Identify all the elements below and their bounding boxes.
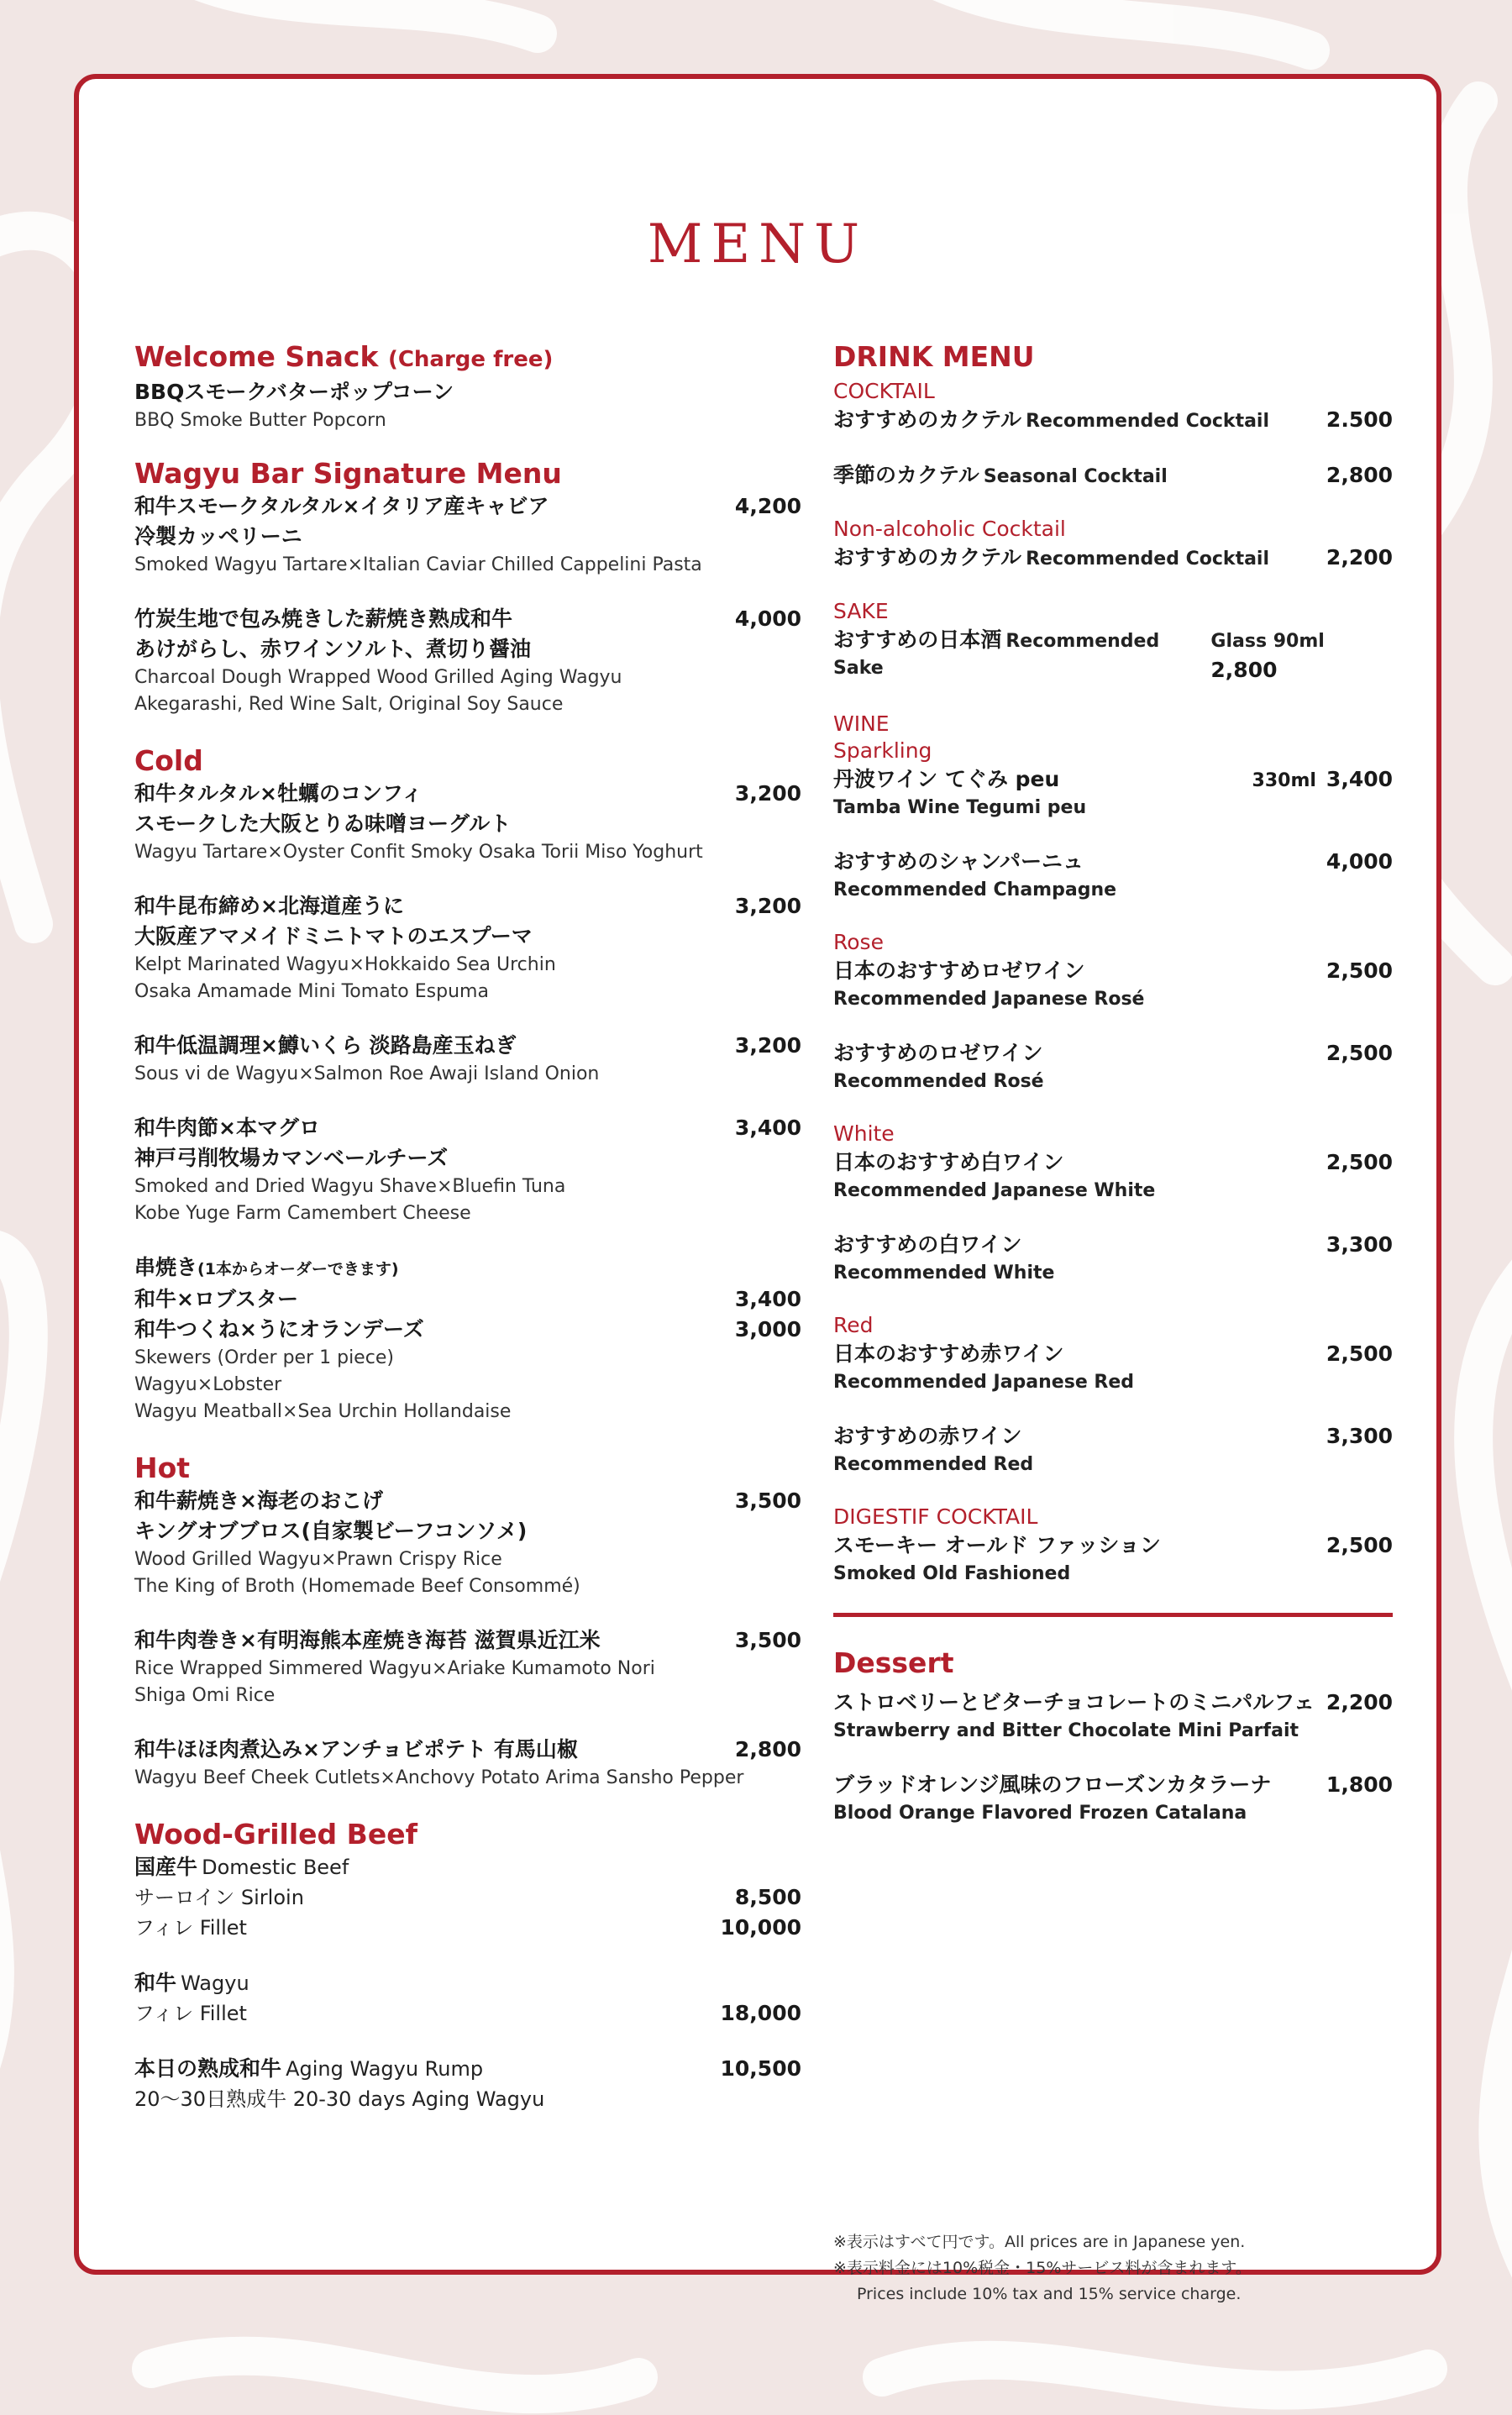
welcome-heading: Welcome Snack (Charge free) bbox=[134, 340, 554, 373]
drink-heading: DRINK MENU bbox=[833, 340, 1035, 373]
menu-item: おすすめのカクテル Recommended Cocktail 2.500 bbox=[833, 405, 1393, 435]
price: 2,500 bbox=[1326, 1041, 1393, 1065]
drink-column bbox=[833, 339, 1393, 1852]
signature-heading: Wagyu Bar Signature Menu bbox=[134, 457, 562, 490]
menu-item: 季節のカクテル Seasonal Cocktail 2,800 bbox=[833, 460, 1393, 491]
menu-item: 和牛肉巻き×有明海熊本産焼き海苔 滋賀県近江米 3,500 Rice Wrapped Simmered Wagyu×Ariake Kumamoto Nori Shiga Omi Rice bbox=[134, 1625, 801, 1709]
cold-section bbox=[134, 743, 801, 1425]
menu-frame bbox=[74, 74, 1441, 2303]
price: 2,800 bbox=[1210, 658, 1278, 682]
menu-item: 和牛タルタル×牡蠣のコンフィ 3,200 スモークした大阪とりゐ味噌ヨーグルト Wagyu Tartare×Oyster Confit Smoky Osaka Torii Miso Yoghurt bbox=[134, 779, 801, 866]
skewers-item: 串焼き(1本からオーダーできます) 和牛×ロブスター 3,400 和牛つくね×うにオランデーズ 3,000 Skewers (Order per 1 piece) Wagyu×Lobster Wagyu Meatball×Sea Urchin Hollandaise bbox=[134, 1255, 801, 1422]
page-title: MENU bbox=[647, 213, 869, 276]
menu-item: 和牛ほほ肉煮込み×アンチョビポテト 有馬山椒 2,800 Wagyu Beef Cheek Cutlets×Anchovy Potato Arima Sansho Pepper bbox=[134, 1735, 801, 1792]
price: 2,200 bbox=[1326, 1690, 1393, 1714]
cold-heading: Cold bbox=[134, 744, 203, 777]
price: 18,000 bbox=[720, 2001, 801, 2025]
price: 4,000 bbox=[734, 606, 801, 631]
price: 3,300 bbox=[1326, 1232, 1393, 1257]
menu-item: 和牛昆布締め×北海道産うに 3,200 大阪産アマメイドミニトマトのエスプーマ Kelpt Marinated Wagyu×Hokkaido Sea Urchin Osaka Amamade Mini Tomato Espuma bbox=[134, 891, 801, 1005]
price: 3,300 bbox=[1326, 1424, 1393, 1448]
price: 10,000 bbox=[720, 1915, 801, 1940]
price: 4,000 bbox=[1326, 849, 1393, 874]
price: 2,800 bbox=[1326, 463, 1393, 487]
price: 8,500 bbox=[734, 1885, 801, 1909]
menu-item: 和牛肉節×本マグロ 3,400 神戸弓削牧場カマンベールチーズ Smoked and Dried Wagyu Shave×Bluefin Tuna Kobe Yuge Farm Camembert Cheese bbox=[134, 1113, 801, 1227]
price: 3,400 bbox=[734, 1287, 801, 1311]
aging-wagyu-item: 本日の熟成和牛 Aging Wagyu Rump 10,500 20～30日熟成牛 20-30 days Aging Wagyu bbox=[134, 2054, 801, 2114]
price: 2,500 bbox=[1326, 1341, 1393, 1366]
price: 10,500 bbox=[720, 2056, 801, 2081]
menu-item: 和牛低温調理×鱒いくら 淡路島産玉ねぎ 3,200 Sous vi de Wagyu×Salmon Roe Awaji Island Onion bbox=[134, 1031, 801, 1088]
hot-heading: Hot bbox=[134, 1452, 191, 1484]
price: 3,400 bbox=[1326, 767, 1393, 791]
wagyu-item: 和牛 Wagyu フィレ Fillet 18,000 bbox=[134, 1968, 801, 2029]
sake-section: SAKE おすすめの日本酒 Recommended Sake Glass 90ml 2,800 bbox=[833, 599, 1325, 682]
welcome-en: BBQ Smoke Butter Popcorn bbox=[134, 410, 386, 431]
menu-item: 竹炭生地で包み焼きした薪焼き熟成和牛 4,000 あけがらし、赤ワインソルト、煮切り醤油 Charcoal Dough Wrapped Wood Grilled Aging Wagyu Akegarashi, Red Wine Salt, Original Soy Sauce bbox=[134, 604, 801, 718]
price: 2,200 bbox=[1326, 545, 1393, 570]
price: 3,500 bbox=[734, 1488, 801, 1513]
grilled-section bbox=[134, 1817, 801, 2114]
menu-item: 和牛スモークタルタル×イタリア産キャビア 4,200 冷製カッペリーニ Smoked Wagyu Tartare×Italian Caviar Chilled Cappelini Pasta bbox=[134, 491, 801, 579]
price: 2,500 bbox=[1326, 1150, 1393, 1174]
price: 3,500 bbox=[734, 1628, 801, 1652]
wine-section: WINE Sparkling 丹波ワイン てぐみ peu 330ml 3,400 Tamba Wine Tegumi peu おすすめのシャンパーニュ 4,000 Recommended Champagne Rose 日本のおすすめロゼワイン 2,500 Recommended Japanese Rosé おすすめのロゼワイン 2,500 Recommended Rosé White 日本のおすすめ白ワイン 2,500 Recommended Japanese White おすすめの白ワイン 3,300 Recommended White Red 日本のおすすめ赤ワイン 2,500 Recommended Japanese Red おすすめの赤ワイン 3,300 Recommended Red bbox=[833, 711, 1393, 1475]
price: 2,500 bbox=[1326, 958, 1393, 983]
price: 3,200 bbox=[734, 781, 801, 806]
price: 3,000 bbox=[734, 1317, 801, 1341]
price: 3,400 bbox=[734, 1116, 801, 1140]
price: 2,500 bbox=[1326, 1533, 1393, 1557]
section-divider bbox=[833, 1613, 1393, 1617]
price-notes: ※表示はすべて円です。All prices are in Japanese yen. ※表示料金には10%税金・15%サービス料が含まれます。 Prices include 10% tax and 15% service charge. bbox=[833, 2233, 1252, 2303]
welcome-jp: BBQスモークバターポップコーン bbox=[134, 380, 454, 404]
hot-section bbox=[134, 1451, 801, 1792]
digestif-section: DIGESTIF COCKTAIL スモーキー オールド ファッション 2,500 Smoked Old Fashioned bbox=[833, 1504, 1393, 1584]
dessert-heading: Dessert bbox=[833, 1646, 954, 1679]
domestic-beef-item: 国産牛 Domestic Beef サーロイン Sirloin 8,500 フィレ Fillet 10,000 bbox=[134, 1852, 801, 1943]
price: 2,800 bbox=[734, 1737, 801, 1761]
price: 2.500 bbox=[1326, 407, 1393, 432]
grilled-heading: Wood-Grilled Beef bbox=[134, 1818, 417, 1851]
welcome-section bbox=[134, 339, 801, 434]
price: 3,200 bbox=[734, 1033, 801, 1058]
food-column bbox=[134, 339, 801, 2139]
price: 3,200 bbox=[734, 894, 801, 918]
nonalcoholic-section: Non-alcoholic Cocktail おすすめのカクテル Recommended Cocktail 2,200 bbox=[833, 516, 1393, 573]
dessert-section: Dessert ストロベリーとビターチョコレートのミニパルフェ 2,200 Strawberry and Bitter Chocolate Mini Parfait ブラッドオレンジ風味のフローズンカタラーナ 1,800 Blood Orange Flavored Frozen Catalana bbox=[833, 1646, 1393, 1824]
menu-item: 和牛薪焼き×海老のおこげ 3,500 キングオブブロス(自家製ビーフコンソメ) Wood Grilled Wagyu×Prawn Crispy Rice The King of Broth (Homemade Beef Consommé) bbox=[134, 1486, 801, 1600]
price: 1,800 bbox=[1326, 1772, 1393, 1797]
cocktail-section: COCKTAIL おすすめのカクテル Recommended Cocktail 2.500 季節のカクテル Seasonal Cocktail 2,800 bbox=[833, 378, 1393, 491]
signature-section bbox=[134, 456, 801, 718]
price: 4,200 bbox=[734, 494, 801, 518]
